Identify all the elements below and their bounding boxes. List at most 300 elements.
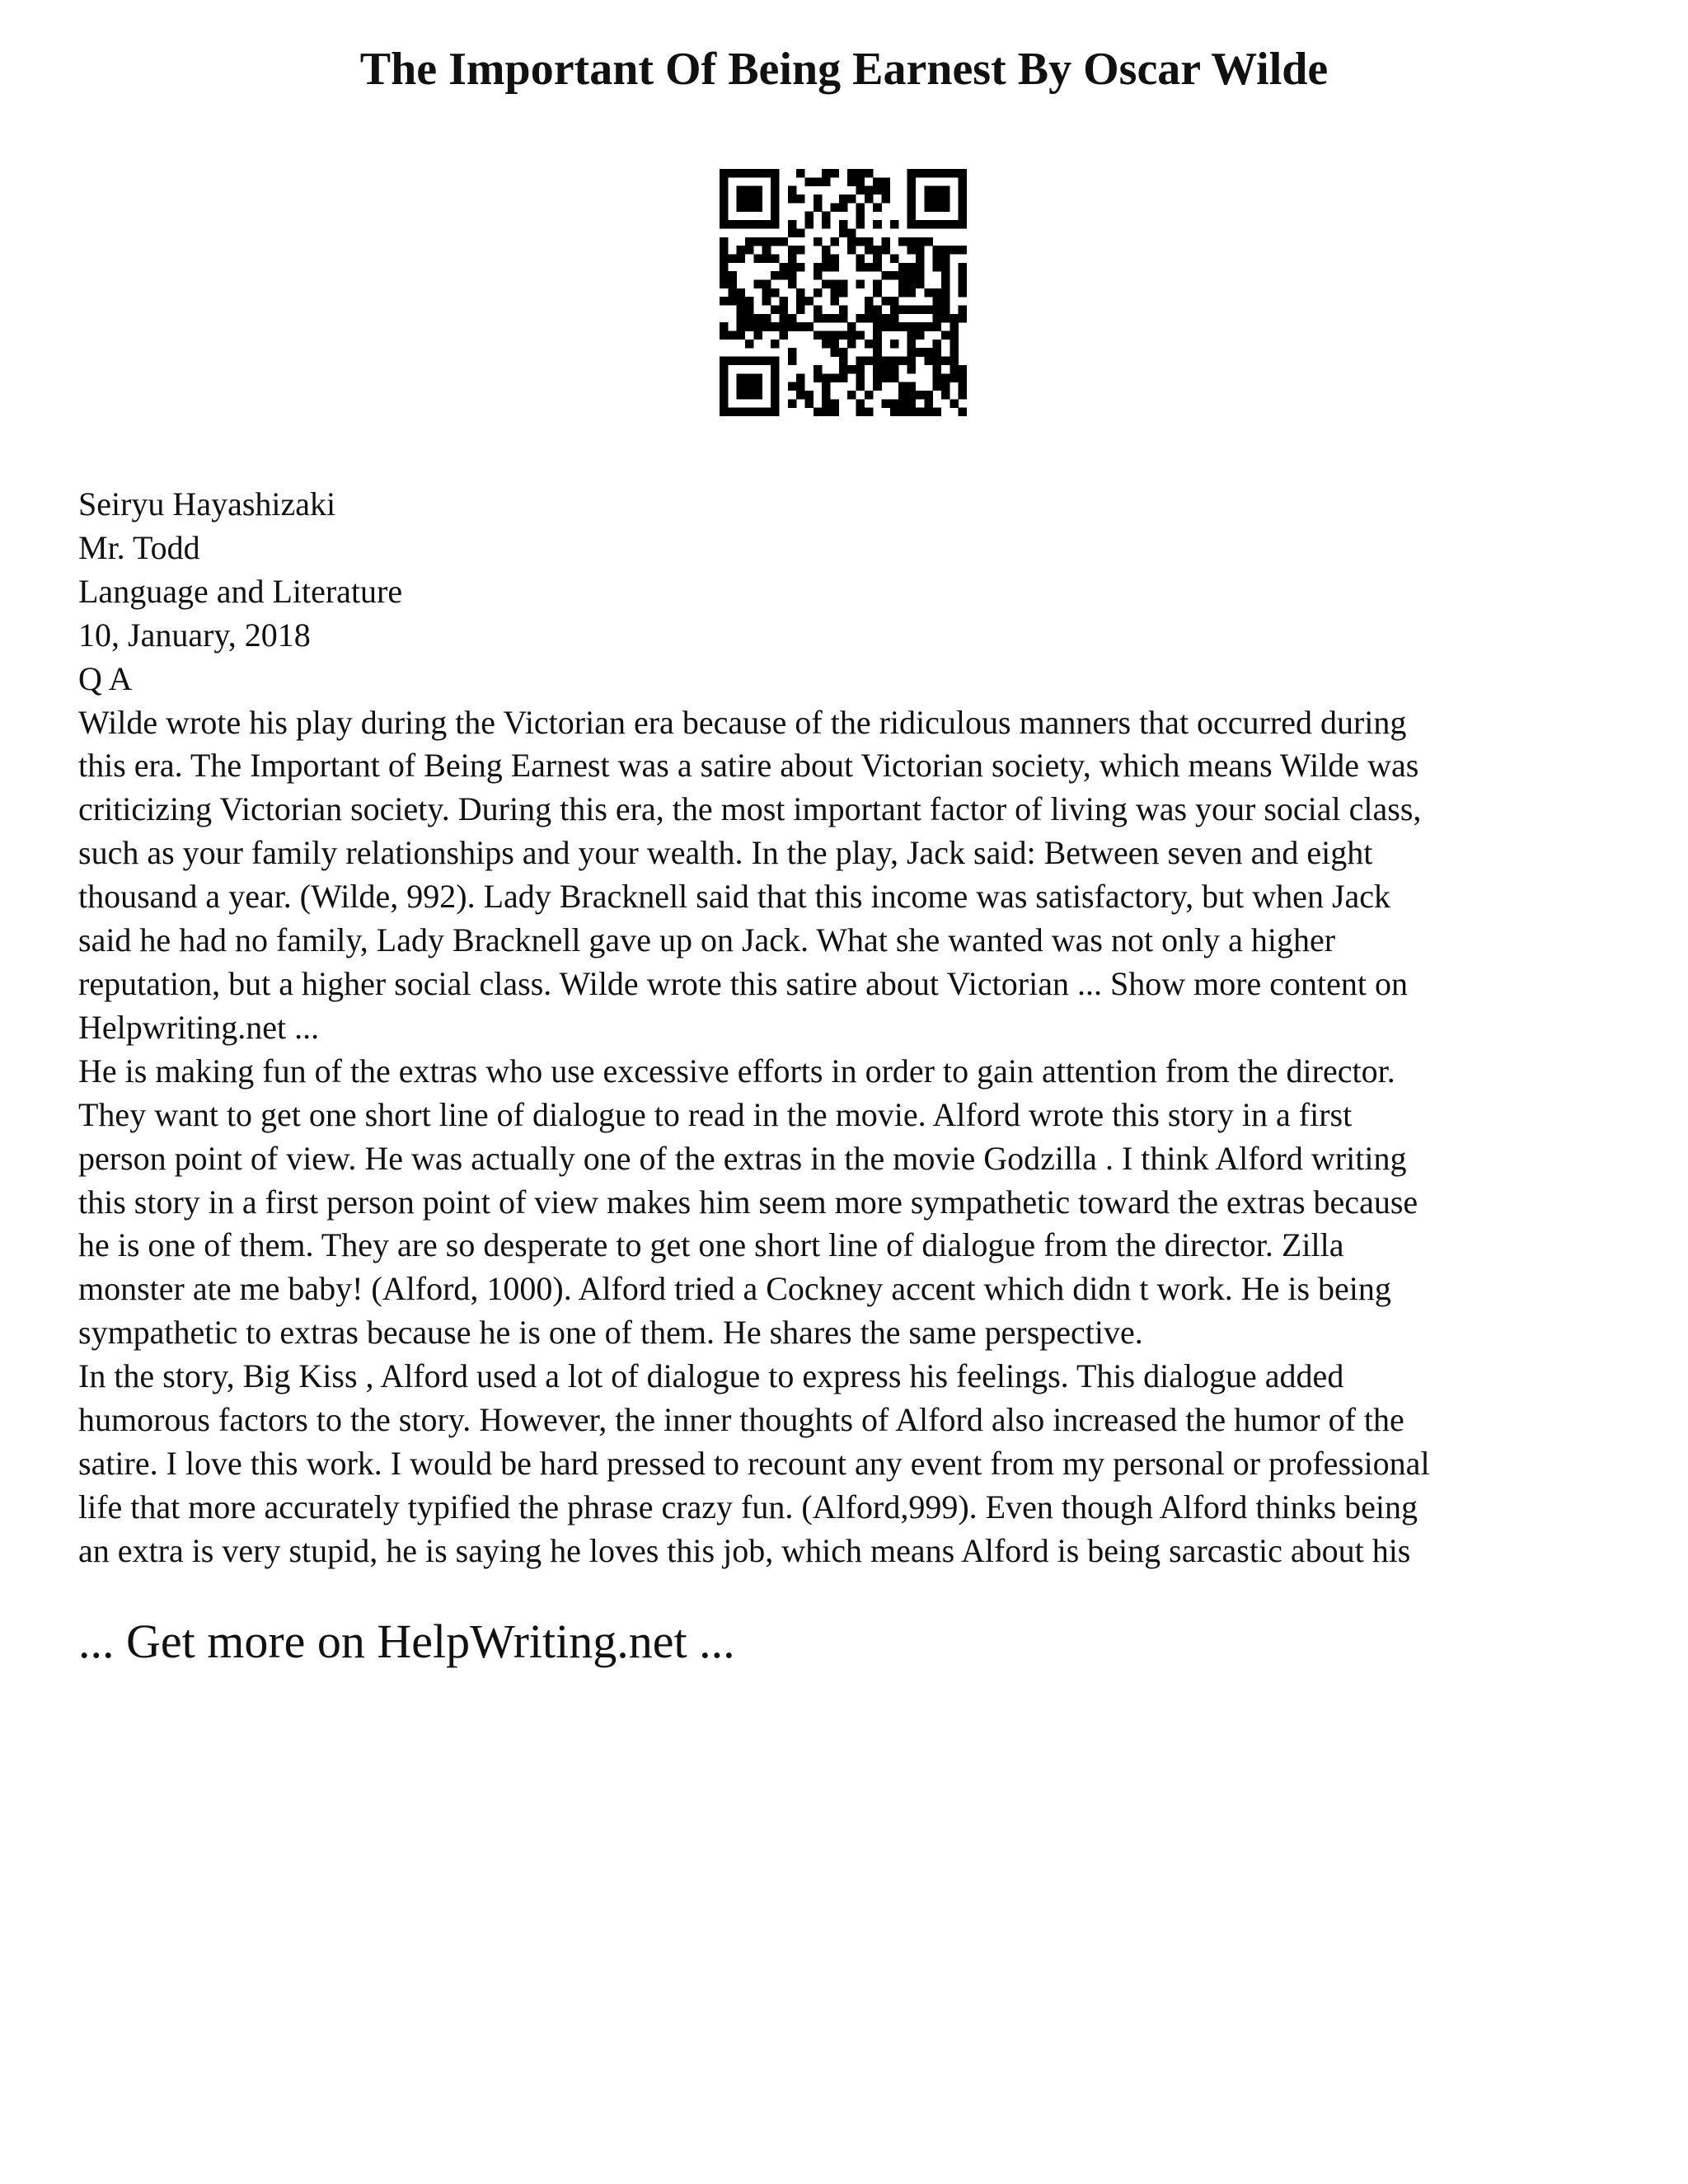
qr-module bbox=[890, 399, 899, 408]
qr-module bbox=[916, 279, 925, 288]
qr-module bbox=[839, 357, 848, 366]
qr-module bbox=[907, 203, 917, 212]
qr-module bbox=[762, 169, 771, 178]
qr-module bbox=[771, 186, 780, 195]
qr-module bbox=[890, 373, 899, 382]
qr-module bbox=[762, 408, 771, 416]
paragraph-line: an extra is very stupid, he is saying he loves this job, which means Alford is being sarcastic about his bbox=[78, 1531, 1411, 1569]
qr-module bbox=[822, 254, 831, 263]
qr-module bbox=[720, 203, 729, 212]
qr-module bbox=[959, 288, 967, 298]
qr-module bbox=[788, 357, 797, 366]
qr-module bbox=[814, 263, 823, 272]
qr-module bbox=[753, 373, 762, 382]
qr-module bbox=[865, 306, 874, 315]
qr-module bbox=[753, 254, 762, 263]
qr-module bbox=[788, 399, 797, 408]
qr-module bbox=[959, 408, 967, 416]
qr-module bbox=[873, 186, 882, 195]
qr-module bbox=[847, 246, 856, 255]
qr-module bbox=[771, 194, 780, 204]
qr-module bbox=[941, 203, 950, 212]
qr-module bbox=[737, 254, 746, 263]
qr-module bbox=[779, 237, 788, 246]
qr-module bbox=[907, 365, 917, 374]
qr-module bbox=[856, 169, 865, 178]
qr-module bbox=[830, 237, 839, 246]
qr-module bbox=[847, 194, 856, 204]
paragraph-line: They want to get one short line of dialogue to read in the movie. Alford wrote this story in a first bbox=[78, 1095, 1353, 1133]
qr-module bbox=[941, 314, 950, 323]
qr-module bbox=[959, 212, 967, 221]
qr-module bbox=[745, 306, 754, 315]
qr-module bbox=[907, 399, 917, 408]
qr-module bbox=[933, 408, 942, 416]
qr-module bbox=[916, 391, 925, 400]
qr-module bbox=[753, 203, 762, 212]
qr-module bbox=[907, 212, 917, 221]
qr-module bbox=[950, 220, 959, 229]
qr-module bbox=[907, 382, 917, 391]
qr-module bbox=[882, 357, 891, 366]
qr-module bbox=[839, 331, 848, 340]
qr-module bbox=[788, 254, 797, 263]
qr-module bbox=[720, 279, 729, 288]
qr-module bbox=[873, 331, 882, 340]
qr-module bbox=[814, 271, 823, 280]
qr-module bbox=[814, 314, 823, 323]
qr-module bbox=[959, 194, 967, 204]
paragraph-line: sympathetic to extras because he is one of them. He shares the same perspective. bbox=[78, 1314, 1143, 1352]
qr-module bbox=[737, 169, 746, 178]
qr-module bbox=[865, 194, 874, 204]
qr-module bbox=[941, 288, 950, 298]
qr-module bbox=[959, 391, 967, 400]
qr-module bbox=[788, 263, 797, 272]
qr-module bbox=[950, 246, 959, 255]
qr-module bbox=[856, 220, 865, 229]
qr-module bbox=[745, 357, 754, 366]
course-name: Language and Literature bbox=[78, 572, 403, 610]
qr-module bbox=[804, 322, 814, 331]
qr-module bbox=[933, 169, 942, 178]
qr-module bbox=[839, 228, 848, 237]
qr-module bbox=[907, 186, 917, 195]
qr-module bbox=[959, 177, 967, 186]
qr-module bbox=[882, 399, 891, 408]
qr-module bbox=[762, 220, 771, 229]
qr-module bbox=[933, 194, 942, 204]
qr-module bbox=[959, 314, 967, 323]
qr-module bbox=[907, 220, 917, 229]
qr-module bbox=[873, 365, 882, 374]
qr-module bbox=[737, 391, 746, 400]
qr-module bbox=[839, 220, 848, 229]
qr-module bbox=[720, 254, 729, 263]
qr-module bbox=[924, 306, 933, 315]
qr-module bbox=[830, 169, 839, 178]
qr-module bbox=[873, 263, 882, 272]
qr-module bbox=[898, 322, 907, 331]
qr-module bbox=[771, 177, 780, 186]
teacher-name: Mr. Todd bbox=[78, 528, 200, 566]
qr-module bbox=[753, 391, 762, 400]
qr-module bbox=[728, 288, 737, 298]
qr-module bbox=[745, 169, 754, 178]
qr-module bbox=[839, 314, 848, 323]
qr-module bbox=[830, 263, 839, 272]
qr-module bbox=[839, 306, 848, 315]
qr-module bbox=[933, 373, 942, 382]
qr-module bbox=[720, 399, 729, 408]
qr-module bbox=[737, 186, 746, 195]
qr-module bbox=[779, 271, 788, 280]
paragraph-line: criticizing Victorian society. During this era, the most important factor of living was your social class, bbox=[78, 790, 1422, 828]
qr-module bbox=[890, 322, 899, 331]
qr-module bbox=[796, 297, 805, 306]
qr-module bbox=[788, 279, 797, 288]
qr-module bbox=[865, 237, 874, 246]
qr-module bbox=[916, 306, 925, 315]
qr-module bbox=[916, 331, 925, 340]
qr-module bbox=[762, 322, 771, 331]
qr-module bbox=[865, 357, 874, 366]
qr-module bbox=[959, 271, 967, 280]
qr-module bbox=[814, 408, 823, 416]
paragraph-line: He is making fun of the extras who use excessive efforts in order to gain attention from the director. bbox=[78, 1052, 1395, 1090]
qr-module bbox=[771, 399, 780, 408]
qr-module bbox=[856, 237, 865, 246]
qr-module bbox=[814, 194, 823, 204]
qr-module bbox=[753, 186, 762, 195]
qr-module bbox=[924, 194, 933, 204]
qr-module bbox=[822, 263, 831, 272]
qr-module bbox=[959, 220, 967, 229]
qr-module bbox=[720, 365, 729, 374]
qr-module bbox=[788, 220, 797, 229]
qr-module bbox=[830, 408, 839, 416]
qr-module bbox=[959, 246, 967, 255]
qr-module bbox=[753, 331, 762, 340]
qr-module bbox=[822, 212, 831, 221]
qr-module bbox=[907, 194, 917, 204]
qr-module bbox=[959, 365, 967, 374]
qr-module bbox=[873, 322, 882, 331]
paragraph-line: person point of view. He was actually one of the extras in the movie Godzilla . I think Alford writing bbox=[78, 1139, 1407, 1177]
qr-module bbox=[941, 169, 950, 178]
qr-module bbox=[865, 169, 874, 178]
qr-module bbox=[771, 203, 780, 212]
paragraph-2 bbox=[78, 1050, 1620, 1355]
qr-module bbox=[890, 340, 899, 349]
qr-module bbox=[771, 382, 780, 391]
qr-module bbox=[779, 306, 788, 315]
qr-module bbox=[771, 169, 780, 178]
qr-module bbox=[907, 288, 917, 298]
qr-module bbox=[762, 246, 771, 255]
qr-module bbox=[907, 237, 917, 246]
qr-module bbox=[890, 408, 899, 416]
qr-module bbox=[907, 271, 917, 280]
qr-module bbox=[950, 399, 959, 408]
document-date: 10, January, 2018 bbox=[78, 616, 311, 654]
qr-module bbox=[847, 322, 856, 331]
qr-module bbox=[753, 237, 762, 246]
qr-module bbox=[873, 357, 882, 366]
qr-module bbox=[720, 331, 729, 340]
qr-module bbox=[890, 365, 899, 374]
qr-module bbox=[916, 246, 925, 255]
paragraph-line: this story in a first person point of view makes him seem more sympathetic toward the extras because bbox=[78, 1183, 1418, 1221]
qr-module bbox=[762, 237, 771, 246]
qr-module bbox=[898, 271, 907, 280]
qr-module bbox=[720, 237, 729, 246]
qr-module bbox=[924, 391, 933, 400]
qr-module bbox=[830, 399, 839, 408]
qr-module bbox=[771, 306, 780, 315]
qr-module bbox=[950, 314, 959, 323]
qr-module bbox=[771, 340, 780, 349]
qr-module bbox=[890, 306, 899, 315]
paragraph-line: thousand a year. (Wilde, 992). Lady Bracknell said that this income was satisfactory, but when Jack bbox=[78, 878, 1391, 916]
qr-module bbox=[898, 288, 907, 298]
qr-module bbox=[959, 382, 967, 391]
paragraph-line: humorous factors to the story. However, the inner thoughts of Alford also increased the humor of the bbox=[78, 1401, 1404, 1439]
qr-module bbox=[950, 340, 959, 349]
qr-module bbox=[865, 246, 874, 255]
qr-module bbox=[771, 254, 780, 263]
document-title: The Important Of Being Earnest By Oscar Wilde bbox=[359, 44, 1329, 95]
qr-module bbox=[941, 254, 950, 263]
qr-module bbox=[959, 279, 967, 288]
qr-module bbox=[916, 408, 925, 416]
qr-module bbox=[745, 194, 754, 204]
qr-module bbox=[804, 177, 814, 186]
qr-module bbox=[745, 246, 754, 255]
qr-module bbox=[924, 220, 933, 229]
qr-module bbox=[865, 391, 874, 400]
qr-module bbox=[907, 408, 917, 416]
qr-module bbox=[720, 246, 729, 255]
paragraph-line: monster ate me baby! (Alford, 1000). Alford tried a Cockney accent which didn t work. He is being bbox=[78, 1270, 1391, 1308]
qr-module bbox=[907, 348, 917, 357]
qr-module bbox=[745, 408, 754, 416]
qr-module bbox=[822, 399, 831, 408]
qr-module bbox=[950, 331, 959, 340]
qr-module bbox=[847, 169, 856, 178]
qr-module bbox=[814, 373, 823, 382]
qr-module bbox=[941, 391, 950, 400]
qr-module bbox=[873, 288, 882, 298]
qr-module bbox=[933, 203, 942, 212]
qr-module bbox=[796, 246, 805, 255]
qr-module bbox=[898, 382, 907, 391]
qr-module bbox=[788, 271, 797, 280]
qr-module bbox=[720, 194, 729, 204]
qr-module bbox=[907, 177, 917, 186]
qr-module bbox=[924, 237, 933, 246]
qr-module bbox=[779, 331, 788, 340]
qr-module bbox=[959, 169, 967, 178]
qr-module bbox=[907, 357, 917, 366]
qr-module bbox=[924, 408, 933, 416]
qr-module bbox=[941, 194, 950, 204]
qr-module bbox=[933, 254, 942, 263]
qr-module bbox=[873, 348, 882, 357]
qr-module bbox=[788, 348, 797, 357]
qr-module bbox=[830, 331, 839, 340]
qr-module bbox=[950, 357, 959, 366]
author-name: Seiryu Hayashizaki bbox=[78, 485, 336, 523]
qr-module bbox=[720, 382, 729, 391]
qr-module bbox=[924, 399, 933, 408]
qr-module bbox=[788, 246, 797, 255]
qr-module bbox=[720, 357, 729, 366]
get-more-link[interactable]: ... Get more on HelpWriting.net ... bbox=[78, 1615, 735, 1668]
qr-module bbox=[890, 271, 899, 280]
qr-module bbox=[822, 340, 831, 349]
qr-module bbox=[728, 331, 737, 340]
qr-module bbox=[873, 373, 882, 382]
qr-module bbox=[847, 228, 856, 237]
qr-module bbox=[728, 279, 737, 288]
qr-module bbox=[933, 288, 942, 298]
qr-module bbox=[882, 373, 891, 382]
qr-module bbox=[916, 263, 925, 272]
qr-module bbox=[865, 340, 874, 349]
qr-module bbox=[822, 220, 831, 229]
qr-module bbox=[898, 408, 907, 416]
qr-module bbox=[865, 314, 874, 323]
qr-module bbox=[907, 279, 917, 288]
paragraph-line: such as your family relationships and your wealth. In the play, Jack said: Between seven and eight bbox=[78, 834, 1373, 872]
qr-module bbox=[728, 254, 737, 263]
qr-module bbox=[745, 314, 754, 323]
qr-module bbox=[728, 408, 737, 416]
qr-module bbox=[847, 391, 856, 400]
qr-module bbox=[950, 373, 959, 382]
qr-module bbox=[762, 254, 771, 263]
qr-module bbox=[771, 357, 780, 366]
section-label: Q A bbox=[78, 659, 133, 697]
qr-module bbox=[737, 246, 746, 255]
qr-module bbox=[933, 263, 942, 272]
qr-module bbox=[959, 263, 967, 272]
paragraph-line: In the story, Big Kiss , Alford used a lot of dialogue to express his feelings. This dialogue added bbox=[78, 1357, 1344, 1395]
qr-module bbox=[737, 331, 746, 340]
qr-module bbox=[933, 297, 942, 306]
qr-module bbox=[907, 331, 917, 340]
qr-module bbox=[737, 194, 746, 204]
qr-module bbox=[822, 391, 831, 400]
qr-module bbox=[753, 220, 762, 229]
qr-module bbox=[907, 306, 917, 315]
qr-module bbox=[822, 169, 831, 178]
qr-module bbox=[933, 314, 942, 323]
qr-module bbox=[822, 279, 831, 288]
qr-module bbox=[856, 399, 865, 408]
qr-module bbox=[873, 220, 882, 229]
qr-module bbox=[941, 263, 950, 272]
qr-module bbox=[847, 331, 856, 340]
qr-module bbox=[737, 203, 746, 212]
qr-module bbox=[720, 220, 729, 229]
header-block bbox=[78, 483, 1620, 701]
qr-module bbox=[898, 237, 907, 246]
qr-module bbox=[882, 177, 891, 186]
paragraph-line: satire. I love this work. I would be hard pressed to recount any event from my personal or professional bbox=[78, 1444, 1430, 1482]
qr-module bbox=[720, 297, 729, 306]
qr-module bbox=[830, 314, 839, 323]
qr-module bbox=[890, 254, 899, 263]
qr-module bbox=[771, 271, 780, 280]
qr-module bbox=[907, 246, 917, 255]
qr-module bbox=[771, 212, 780, 221]
qr-module bbox=[856, 408, 865, 416]
qr-module bbox=[873, 254, 882, 263]
qr-module bbox=[830, 288, 839, 298]
qr-module bbox=[847, 237, 856, 246]
qr-module bbox=[796, 228, 805, 237]
qr-module bbox=[839, 194, 848, 204]
qr-module bbox=[771, 322, 780, 331]
qr-module bbox=[788, 314, 797, 323]
qr-module bbox=[771, 365, 780, 374]
qr-module bbox=[882, 271, 891, 280]
qr-module bbox=[847, 177, 856, 186]
qr-module bbox=[898, 306, 907, 315]
qr-module bbox=[865, 297, 874, 306]
qr-module bbox=[856, 314, 865, 323]
qr-module bbox=[839, 373, 848, 382]
qr-module bbox=[804, 212, 814, 221]
qr-module bbox=[796, 373, 805, 382]
qr-module bbox=[779, 297, 788, 306]
qr-module bbox=[865, 186, 874, 195]
qr-module bbox=[873, 246, 882, 255]
qr-module bbox=[753, 169, 762, 178]
qr-module bbox=[779, 322, 788, 331]
qr-module bbox=[873, 314, 882, 323]
qr-module bbox=[728, 271, 737, 280]
qr-module bbox=[771, 391, 780, 400]
qr-module bbox=[796, 288, 805, 298]
qr-module bbox=[720, 322, 729, 331]
qr-module bbox=[839, 279, 848, 288]
paragraph-1 bbox=[78, 701, 1620, 1050]
qr-module bbox=[737, 220, 746, 229]
qr-module bbox=[882, 322, 891, 331]
qr-module bbox=[814, 331, 823, 340]
qr-module bbox=[737, 357, 746, 366]
qr-module bbox=[720, 186, 729, 195]
qr-module bbox=[933, 220, 942, 229]
qr-module bbox=[950, 365, 959, 374]
qr-module bbox=[933, 246, 942, 255]
qr-module bbox=[839, 203, 848, 212]
qr-module bbox=[720, 263, 729, 272]
qr-module bbox=[907, 391, 917, 400]
qr-module bbox=[779, 314, 788, 323]
qr-module bbox=[898, 357, 907, 366]
qr-module bbox=[753, 357, 762, 366]
qr-module bbox=[839, 365, 848, 374]
qr-module bbox=[720, 408, 729, 416]
qr-module bbox=[890, 314, 899, 323]
qr-module bbox=[814, 237, 823, 246]
qr-module bbox=[856, 203, 865, 212]
qr-module bbox=[720, 271, 729, 280]
